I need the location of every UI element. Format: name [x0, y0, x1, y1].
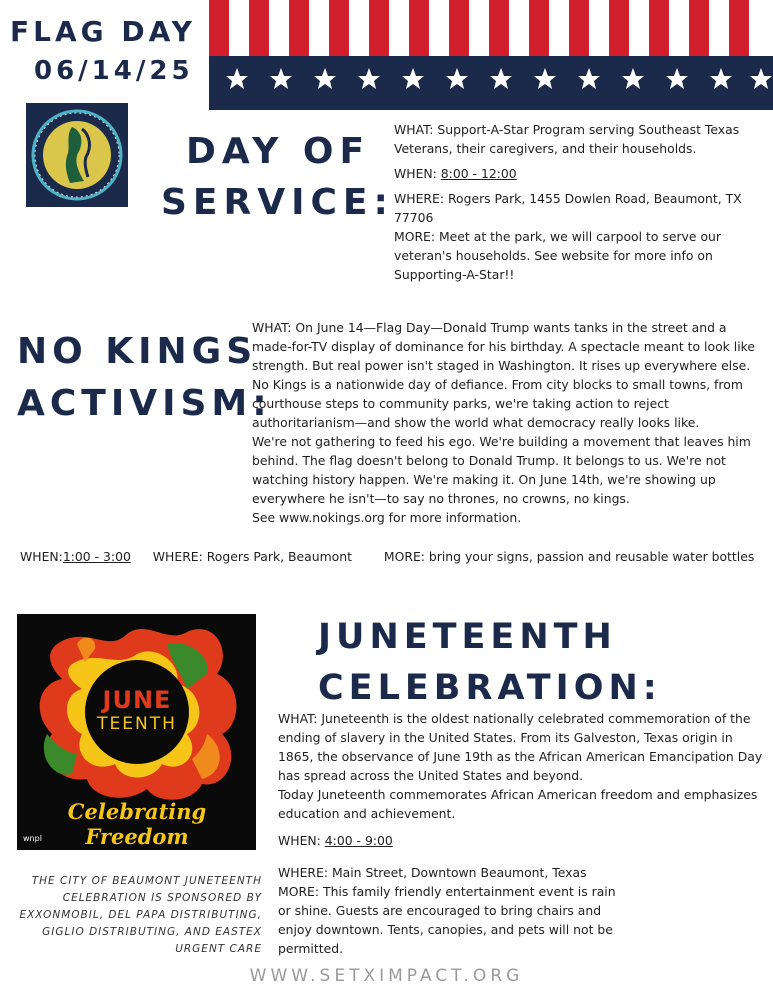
no-kings-paragraph-3: We're not gathering to feed his ego. We're building a movement that leaves him behind. The flag doesn't belong to Donald Trump. It belongs to us. We're not watching history happen. We're making it. On June 14th, we're showing up everywhere he isn't—to say no thrones, no crowns, no kings. [252, 434, 751, 506]
no-kings-what: WHAT: On June 14—Flag Day—Donald Trump wants tanks in the street and a made-for-TV display of dominance for his birthday. A spectacle meant to look like strength. But real power isn't staged in Washington. It rises up everywhere else. [252, 320, 756, 373]
no-kings-details [252, 318, 767, 527]
juneteenth-poster-june: JUNE [102, 686, 172, 714]
footer-website-link[interactable]: WWW.SETXIMPACT.ORG [249, 966, 524, 986]
no-kings-title-line1: NO KINGS [17, 331, 258, 372]
day-of-service-when [394, 164, 766, 183]
juneteenth-title-line2: CELEBRATION: [318, 668, 662, 708]
juneteenth-details [278, 709, 768, 958]
no-kings-when [20, 549, 131, 564]
juneteenth-poster [17, 614, 256, 850]
flag-day-title: FLAG DAY [10, 15, 196, 48]
day-of-service-where: WHERE: Rogers Park, 1455 Dowlen Road, Beaumont, TX 77706 [394, 191, 742, 225]
day-of-service-more: MORE: Meet at the park, we will carpool to serve our veteran's households. See website for more info on Supporting-A-Star!! [394, 229, 721, 282]
when-label: WHEN: [394, 166, 441, 181]
when-label: WHEN: [20, 549, 63, 564]
juneteenth-where: WHERE: Main Street, Downtown Beaumont, Texas [278, 865, 587, 880]
flag-star-band [209, 56, 773, 110]
no-kings-paragraph-2: No Kings is a nationwide day of defiance. From city blocks to small towns, from courthouse steps to community parks, we're taking action to reject authoritarianism—and show the world what democracy really looks like. [252, 377, 743, 430]
flag-day-date: 06/14/25 [34, 56, 194, 86]
juneteenth-poster-badge: wnpl [23, 834, 42, 843]
flag-banner [209, 0, 773, 110]
day-of-service-what: WHAT: Support-A-Star Program serving Southeast Texas Veterans, their caregivers, and their households. [394, 122, 740, 156]
day-of-service-title-line1: DAY OF [186, 131, 371, 172]
juneteenth-poster-tagline: Celebrating Freedom [67, 799, 207, 849]
no-kings-more: MORE: bring your signs, passion and reusable water bottles [383, 549, 755, 564]
juneteenth-paragraph-2: Today Juneteenth commemorates African American freedom and emphasizes education and achievement. [278, 787, 758, 821]
juneteenth-title-line1: JUNETEENTH [318, 617, 617, 657]
flag-stripes [209, 0, 773, 56]
juneteenth-poster-teenth: TEENTH [97, 714, 177, 734]
juneteenth-more: MORE: This family friendly entertainment event is rain or shine. Guests are encouraged to bring chairs and enjoy downtown. Tents, canopies, and pets will not be permitted. [278, 884, 616, 956]
juneteenth-sponsor-note: THE CITY OF BEAUMONT JUNETEENTH CELEBRATION IS SPONSORED BY EXXONMOBIL, DEL PAPA DISTRIBUTING, GIGLIO DISTRIBUTING, AND EASTEX URGENT CARE [19, 875, 262, 955]
juneteenth-what: WHAT: Juneteenth is the oldest nationally celebrated commemoration of the ending of slavery in the United States. From its Galveston, Texas origin in 1865, the observance of June 19th as the African American Emancipation Day has spread across the United States and beyond. [278, 711, 763, 783]
no-kings-title-line2: ACTIVISM: [17, 383, 272, 424]
when-value: 4:00 - 9:00 [324, 833, 393, 848]
no-kings-logistics [20, 549, 770, 564]
no-kings-paragraph-4: See www.nokings.org for more information. [252, 510, 522, 525]
when-value: 1:00 - 3:00 [62, 549, 131, 564]
juneteenth-when [278, 831, 768, 850]
day-of-service-title-line2: SERVICE: [161, 182, 394, 223]
when-value: 8:00 - 12:00 [440, 166, 517, 181]
no-kings-where: WHERE: Rogers Park, Beaumont [152, 549, 352, 564]
when-label: WHEN: [278, 833, 325, 848]
day-of-service-details [394, 120, 766, 284]
setx-impact-initiative-logo-icon [26, 103, 128, 207]
